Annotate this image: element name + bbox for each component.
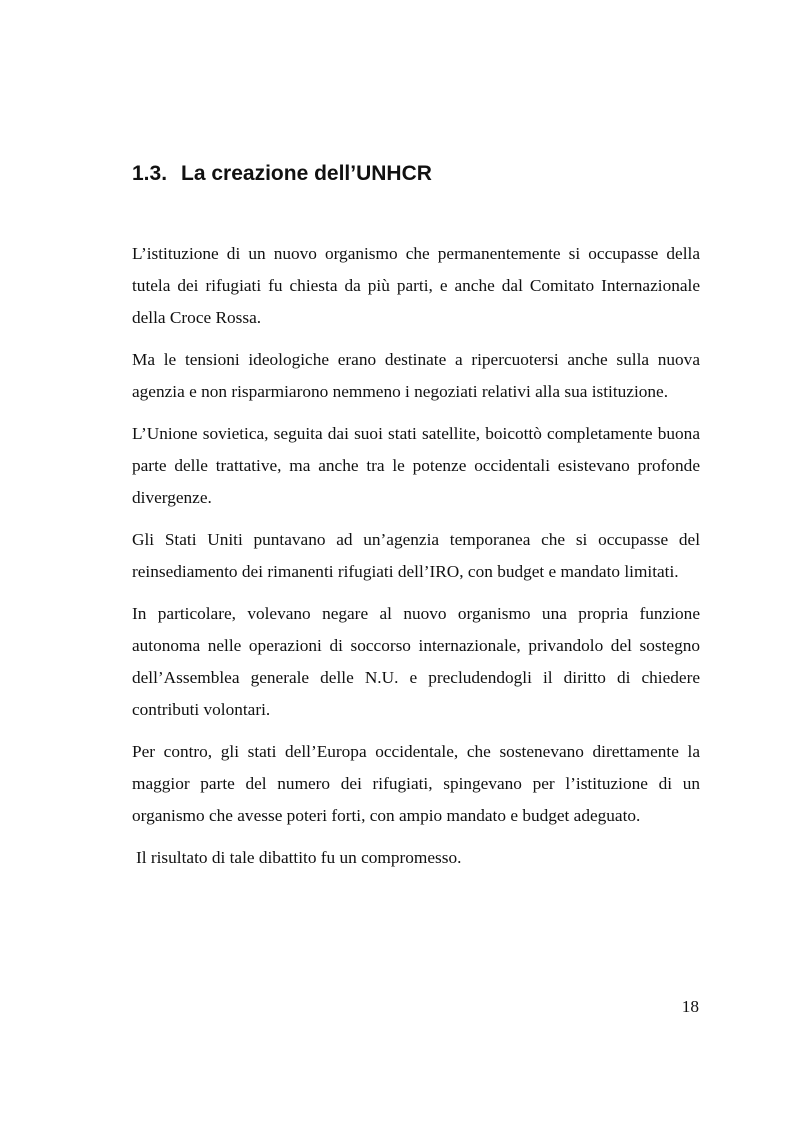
section-number: 1.3. bbox=[132, 162, 168, 185]
paragraph: Gli Stati Uniti puntavano ad un’agenzia temporanea che si occupasse del reinsediamento dei rimanenti rifugiati dell’IRO, con budget e mandato limitati. bbox=[132, 530, 700, 581]
section-title: La creazione dell’UNHCR bbox=[181, 162, 432, 185]
page-number: 18 bbox=[681, 997, 699, 1016]
paragraph: In particolare, volevano negare al nuovo organismo una propria funzione autonoma nelle operazioni di soccorso internazionale, privandolo del sostegno dell’Assemblea generale delle N.U. e precludendogli il diritto di chiedere contributi volontari. bbox=[132, 604, 700, 719]
paragraph: L’Unione sovietica, seguita dai suoi stati satellite, boicottò completamente buona parte delle trattative, ma anche tra le potenze occidentali esistevano profonde divergenze. bbox=[132, 424, 700, 507]
body-text bbox=[132, 238, 700, 884]
paragraph: Il risultato di tale dibattito fu un compromesso. bbox=[136, 848, 462, 867]
paragraph: L’istituzione di un nuovo organismo che permanentemente si occupasse della tutela dei rifugiati fu chiesta da più parti, e anche dal Comitato Internazionale della Croce Rossa. bbox=[132, 244, 700, 327]
paragraph: Ma le tensioni ideologiche erano destinate a ripercuotersi anche sulla nuova agenzia e non risparmiarono nemmeno i negoziati relativi alla sua istituzione. bbox=[132, 350, 700, 401]
section-heading bbox=[132, 160, 692, 188]
paragraph: Per contro, gli stati dell’Europa occidentale, che sostenevano direttamente la maggior parte del numero dei rifugiati, spingevano per l’istituzione di un organismo che avesse poteri forti, con ampio mandato e budget adeguato. bbox=[132, 742, 700, 825]
